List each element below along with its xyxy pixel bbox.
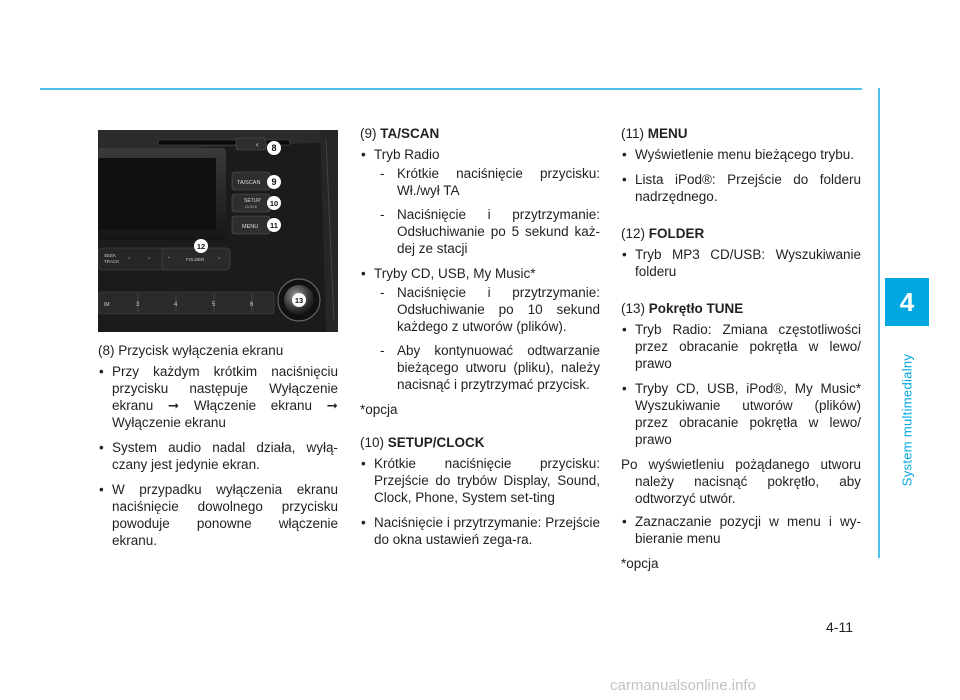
callout-9: 9 bbox=[271, 177, 277, 187]
list-item: • W przypadku wyłączenia ekranu naciśnięcie dowolnego przycisku powoduje ponowne włączenie ekranu. bbox=[98, 481, 338, 549]
section-9-heading bbox=[360, 125, 600, 142]
preset-6-label: 6 bbox=[250, 302, 254, 308]
display-screen bbox=[98, 158, 216, 230]
section-9-title: TA/SCAN bbox=[380, 126, 440, 141]
section-12-list bbox=[621, 246, 861, 280]
list-item: • Przy każdym krótkim naciśnięciu przycisku następuje Wyłączenie ekranu ➞ Włączenie ekranu ➞ Wyłączenie ekranu bbox=[98, 363, 338, 431]
page-number: 4-11 bbox=[826, 619, 853, 635]
preset-strip bbox=[98, 292, 274, 314]
ta-scan-label: TA/SCAN bbox=[237, 180, 261, 186]
list-item: • Wyświetlenie menu bieżącego trybu. bbox=[621, 146, 861, 163]
column-3 bbox=[621, 125, 861, 588]
section-11-title: MENU bbox=[647, 126, 688, 141]
list-item-text: Tryb Radio bbox=[374, 147, 440, 162]
footnote: *opcja bbox=[360, 402, 398, 417]
chapter-title: System multimedialny bbox=[899, 353, 915, 487]
preset-5-label: 5 bbox=[212, 302, 216, 308]
list-item bbox=[360, 146, 600, 257]
section-10-heading bbox=[360, 434, 600, 451]
track-label: TRACK bbox=[104, 259, 120, 264]
eject-button bbox=[236, 138, 266, 150]
column-2 bbox=[360, 125, 600, 556]
list-item: • Tryb Radio: Zmiana częstotliwości przez obracanie pokrętła w lewo/ prawo bbox=[621, 321, 861, 372]
list-item: • Tryby CD, USB, iPod®, My Music* Wyszukiwanie utworów (plików) przez obracanie pokrętła w lewo/ prawo bbox=[621, 380, 861, 448]
paragraph: Po wyświetleniu pożądanego utworu należy nacisnąć pokrętło, aby odtworzyć utwór. bbox=[621, 457, 861, 506]
list-item: • Zaznaczanie pozycji w menu i wy-bieranie menu bbox=[621, 513, 861, 547]
chapter-number-tab: 4 bbox=[885, 278, 929, 326]
section-13-heading bbox=[621, 300, 861, 317]
clock-label: CLOCK bbox=[245, 205, 258, 209]
setup-label: SETUP bbox=[244, 198, 261, 204]
top-rule bbox=[40, 88, 862, 90]
folder-label: FOLDER bbox=[186, 257, 205, 262]
section-8-list bbox=[98, 363, 338, 549]
sub-list bbox=[374, 165, 600, 257]
footnote: *opcja bbox=[621, 556, 659, 571]
section-8-heading: (8) Przycisk wyłączenia ekranu bbox=[98, 343, 284, 358]
sub-list-item: - Naciśnięcie i przytrzymanie: Odsłuchiwanie po 5 sekund każ-dej ze stacji bbox=[374, 206, 600, 257]
section-10-list bbox=[360, 455, 600, 548]
callout-8: 8 bbox=[271, 143, 277, 153]
seek-down-icon: ˆ bbox=[128, 258, 131, 265]
section-9-list bbox=[360, 146, 600, 393]
section-13-list bbox=[621, 321, 861, 448]
audio-panel-figure bbox=[98, 130, 338, 332]
section-11-heading bbox=[621, 125, 861, 142]
section-12-heading bbox=[621, 225, 861, 242]
callout-12: 12 bbox=[196, 242, 206, 251]
preset-4-label: 4 bbox=[174, 302, 178, 308]
menu-label: MENU bbox=[242, 224, 259, 230]
callout-11: 11 bbox=[270, 221, 278, 230]
watermark: carmanualsonline.info bbox=[610, 677, 756, 694]
section-12-number: (12) bbox=[621, 226, 649, 241]
section-9-number: (9) bbox=[360, 126, 381, 141]
list-item: • Naciśnięcie i przytrzymanie: Przejście do okna ustawień zega-ra. bbox=[360, 514, 600, 548]
section-11-number: (11) bbox=[621, 126, 648, 141]
audio-panel-illustration bbox=[98, 130, 338, 332]
section-10-number: (10) bbox=[360, 435, 388, 450]
section-10-title: SETUP/CLOCK bbox=[387, 435, 485, 450]
sub-list-item: - Krótkie naciśnięcie przycisku: Wł./wył TA bbox=[374, 165, 600, 199]
sub-list-item: - Aby kontynuować odtwarzanie bieżącego utworu (pliku), należy nacisnąć i przytrzymać przycisk. bbox=[374, 342, 600, 393]
sub-list-item: - Naciśnięcie i przytrzymanie: Odsłuchiwanie po 10 sekund każdego z utworów (plików). bbox=[374, 284, 600, 335]
svg-text:IM: IM bbox=[104, 302, 110, 308]
list-item-text: Tryby CD, USB, My Music* bbox=[374, 266, 536, 281]
eject-icon: ‹ bbox=[256, 140, 259, 149]
section-13-list-2 bbox=[621, 513, 861, 547]
list-item: • Lista iPod®: Przejście do folderu nadrzędnego. bbox=[621, 171, 861, 205]
folder-down-icon: ˇ bbox=[168, 258, 170, 264]
preset-3-label: 3 bbox=[136, 302, 140, 308]
list-item: • Tryb MP3 CD/USB: Wyszukiwanie folderu bbox=[621, 246, 861, 280]
column-1 bbox=[98, 342, 338, 557]
list-item bbox=[360, 265, 600, 393]
list-item: • Krótkie naciśnięcie przycisku: Przejście do trybów Display, Sound, Clock, Phone, System set-ting bbox=[360, 455, 600, 506]
chapter-rule bbox=[878, 88, 880, 558]
section-11-list bbox=[621, 146, 861, 205]
callout-13: 13 bbox=[294, 296, 304, 305]
list-item: • System audio nadal działa, wyłą-czany jest jedynie ekran. bbox=[98, 439, 338, 473]
seek-label: SEEK bbox=[104, 253, 117, 258]
seek-up-icon: ˆ bbox=[148, 258, 151, 265]
section-12-title: FOLDER bbox=[648, 226, 705, 241]
callout-10: 10 bbox=[269, 199, 279, 208]
folder-up-icon: ˆ bbox=[218, 258, 221, 265]
sub-list bbox=[374, 284, 600, 393]
section-13-title: Pokrętło TUNE bbox=[648, 301, 744, 316]
section-13-number: (13) bbox=[621, 301, 649, 316]
